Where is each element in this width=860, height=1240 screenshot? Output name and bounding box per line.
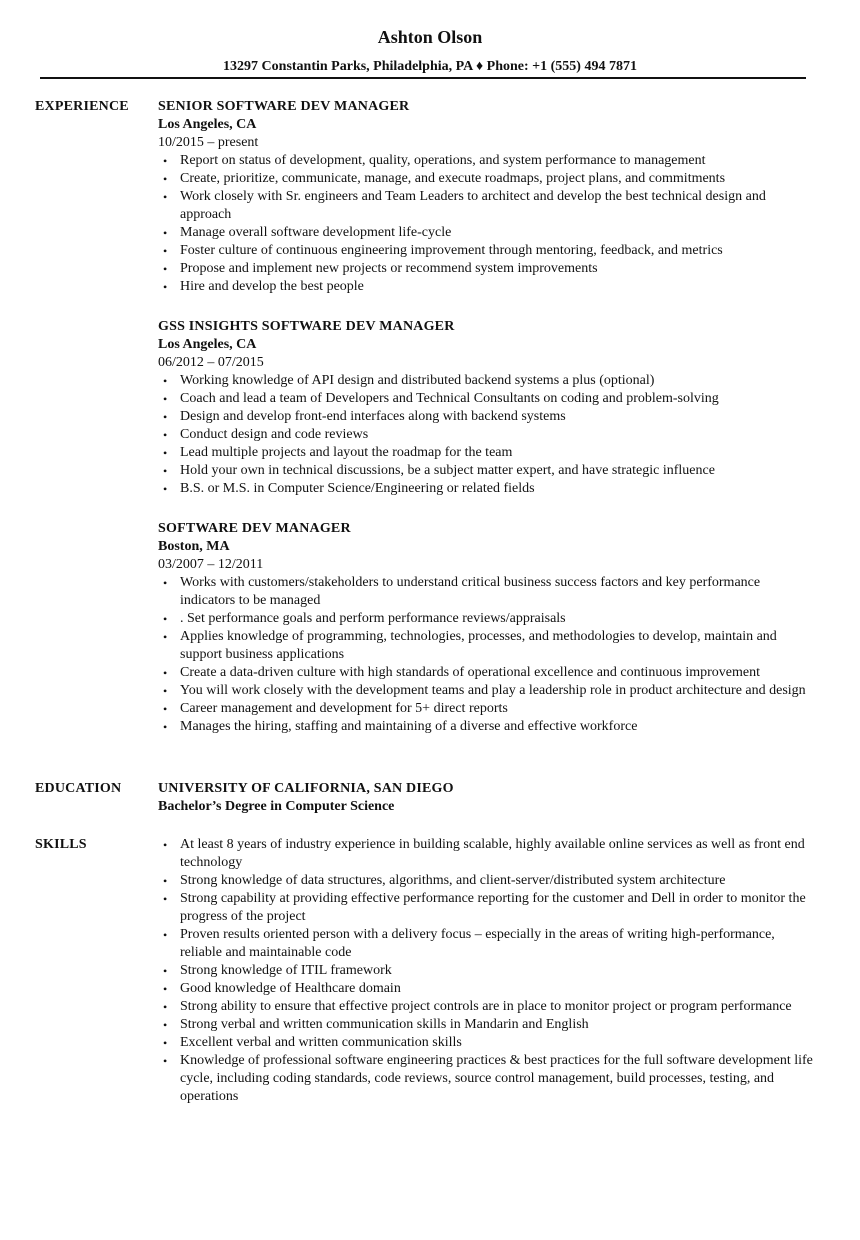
bullet-icon: • [163, 874, 168, 888]
list-item [158, 872, 818, 890]
skill-text: At least 8 years of industry experience in building scalable, highly available online services as well as front end technology [180, 837, 805, 870]
skill-text: Proven results oriented person with a delivery focus – especially in the areas of writing high-performance, reliable and maintainable code [180, 927, 775, 960]
bullet-icon: • [163, 928, 168, 942]
bullet-icon: • [163, 190, 168, 204]
bullet-icon: • [163, 720, 168, 734]
list-item [158, 170, 818, 188]
job-entry [158, 318, 818, 498]
list-item [158, 980, 818, 998]
skill-text: Strong ability to ensure that effective project controls are in place to monitor project or program performance [180, 999, 792, 1014]
list-item [158, 628, 818, 664]
job-duties-list [158, 152, 818, 296]
list-item [158, 998, 818, 1016]
bullet-icon: • [163, 392, 168, 406]
bullet-icon: • [163, 702, 168, 716]
bullet-icon: • [163, 666, 168, 680]
bullet-icon: • [163, 684, 168, 698]
bullet-icon: • [163, 226, 168, 240]
bullet-icon: • [163, 428, 168, 442]
duty-text: Hold your own in technical discussions, be a subject matter expert, and have strategic influence [180, 463, 715, 478]
duty-text: Manage overall software development life-cycle [180, 225, 452, 240]
duty-text: . Set performance goals and perform performance reviews/appraisals [180, 611, 566, 626]
bullet-icon: • [163, 280, 168, 294]
bullet-icon: • [163, 1036, 168, 1050]
list-item [158, 152, 818, 170]
duty-text: Report on status of development, quality, operations, and system performance to management [180, 153, 706, 168]
skill-text: Strong knowledge of ITIL framework [180, 963, 392, 978]
duty-text: Conduct design and code reviews [180, 427, 369, 442]
duty-text: Lead multiple projects and layout the roadmap for the team [180, 445, 513, 460]
skill-text: Strong capability at providing effective performance reporting for the customer and Dell in order to monitor the progress of the project [180, 891, 806, 924]
job-location: Los Angeles, CA [158, 117, 257, 132]
bullet-icon: • [163, 1000, 168, 1014]
header-divider [40, 77, 806, 79]
duty-text: You will work closely with the development teams and play a leadership role in product architecture and design [180, 683, 806, 698]
skills-list [158, 836, 818, 1106]
list-item [158, 664, 818, 682]
job-entry [158, 520, 818, 736]
job-title: GSS INSIGHTS SOFTWARE DEV MANAGER [158, 319, 455, 334]
experience-section-label: EXPERIENCE [35, 99, 129, 114]
job-duties-list [158, 574, 818, 736]
list-item [158, 242, 818, 260]
list-item [158, 390, 818, 408]
skill-text: Good knowledge of Healthcare domain [180, 981, 401, 996]
list-item [158, 1052, 818, 1106]
duty-text: Coach and lead a team of Developers and Technical Consultants on coding and problem-solving [180, 391, 719, 406]
duty-text: Manages the hiring, staffing and maintaining of a diverse and effective workforce [180, 719, 638, 734]
list-item [158, 926, 818, 962]
bullet-icon: • [163, 892, 168, 906]
list-item [158, 426, 818, 444]
skill-text: Strong verbal and written communication skills in Mandarin and English [180, 1017, 589, 1032]
list-item [158, 890, 818, 926]
contact-line: 13297 Constantin Parks, Philadelphia, PA ♦ Phone: +1 (555) 494 7871 [223, 59, 637, 74]
duty-text: Create a data-driven culture with high standards of operational excellence and continuous improvement [180, 665, 761, 680]
bullet-icon: • [163, 464, 168, 478]
job-location: Los Angeles, CA [158, 337, 257, 352]
job-title: SOFTWARE DEV MANAGER [158, 521, 351, 536]
duty-text: Applies knowledge of programming, technologies, processes, and methodologies to develop, maintain and support business applications [180, 629, 777, 662]
bullet-icon: • [163, 154, 168, 168]
skill-text: Knowledge of professional software engineering practices & best practices for the full software development life cycle, including coding standards, code reviews, source control management, build processes, testing, and operations [180, 1053, 813, 1104]
skill-text: Strong knowledge of data structures, algorithms, and client-server/distributed system architecture [180, 873, 726, 888]
job-entry [158, 98, 818, 296]
list-item [158, 260, 818, 278]
education-section-label: EDUCATION [35, 781, 122, 796]
bullet-icon: • [163, 374, 168, 388]
list-item [158, 224, 818, 242]
bullet-icon: • [163, 576, 168, 590]
list-item [158, 836, 818, 872]
list-item [158, 188, 818, 224]
job-dates: 06/2012 – 07/2015 [158, 355, 264, 370]
bullet-icon: • [163, 982, 168, 996]
list-item [158, 682, 818, 700]
list-item [158, 480, 818, 498]
bullet-icon: • [163, 1054, 168, 1068]
duty-text: Design and develop front-end interfaces along with backend systems [180, 409, 566, 424]
bullet-icon: • [163, 964, 168, 978]
job-duties-list [158, 372, 818, 498]
list-item [158, 718, 818, 736]
duty-text: Hire and develop the best people [180, 279, 364, 294]
list-item [158, 962, 818, 980]
duty-text: B.S. or M.S. in Computer Science/Engineering or related fields [180, 481, 535, 496]
skill-text: Excellent verbal and written communication skills [180, 1035, 462, 1050]
job-title: SENIOR SOFTWARE DEV MANAGER [158, 99, 410, 114]
bullet-icon: • [163, 1018, 168, 1032]
bullet-icon: • [163, 630, 168, 644]
education-entry [158, 780, 818, 816]
bullet-icon: • [163, 838, 168, 852]
duty-text: Works with customers/stakeholders to understand critical business success factors and key performance indicators to be managed [180, 575, 761, 608]
list-item [158, 278, 818, 296]
list-item [158, 444, 818, 462]
duty-text: Create, prioritize, communicate, manage, and execute roadmaps, project plans, and commitments [180, 171, 726, 186]
bullet-icon: • [163, 482, 168, 496]
duty-text: Working knowledge of API design and distributed backend systems a plus (optional) [180, 373, 655, 388]
list-item [158, 574, 818, 610]
list-item [158, 462, 818, 480]
list-item [158, 408, 818, 426]
bullet-icon: • [163, 244, 168, 258]
bullet-icon: • [163, 172, 168, 186]
duty-text: Foster culture of continuous engineering improvement through mentoring, feedback, and metrics [180, 243, 723, 258]
skills-block [158, 836, 818, 1106]
duty-text: Propose and implement new projects or recommend system improvements [180, 261, 598, 276]
list-item [158, 1034, 818, 1052]
duty-text: Career management and development for 5+ direct reports [180, 701, 508, 716]
duty-text: Work closely with Sr. engineers and Team Leaders to architect and develop the best technical design and approach [180, 189, 766, 222]
school-name: UNIVERSITY OF CALIFORNIA, SAN DIEGO [158, 781, 454, 796]
job-location: Boston, MA [158, 539, 230, 554]
job-dates: 03/2007 – 12/2011 [158, 557, 264, 572]
bullet-icon: • [163, 446, 168, 460]
candidate-name: Ashton Olson [377, 27, 483, 47]
bullet-icon: • [163, 612, 168, 626]
list-item [158, 700, 818, 718]
list-item [158, 1016, 818, 1034]
list-item [158, 372, 818, 390]
list-item [158, 610, 818, 628]
bullet-icon: • [163, 262, 168, 276]
job-dates: 10/2015 – present [158, 135, 259, 150]
bullet-icon: • [163, 410, 168, 424]
skills-section-label: SKILLS [35, 837, 87, 852]
degree-name: Bachelor’s Degree in Computer Science [158, 799, 395, 814]
